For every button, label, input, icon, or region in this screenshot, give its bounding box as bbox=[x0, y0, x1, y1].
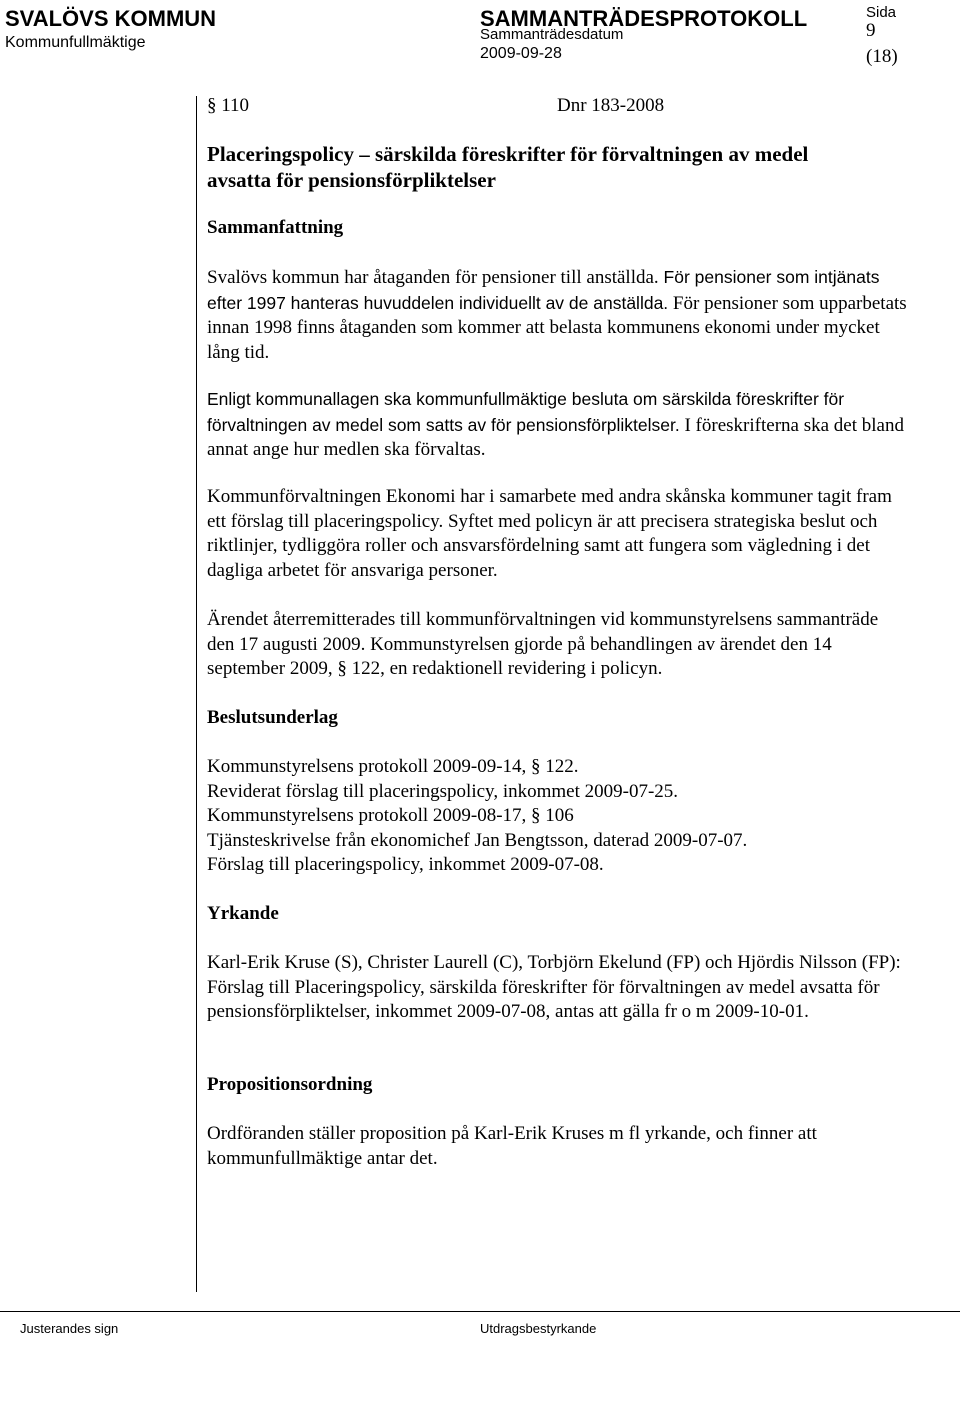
summary-paragraph-3: Kommunförvaltningen Ekonomi har i samarbete med andra skånska kommuner tagit fram ett förslag till placeringspolicy. Syftet med policyn är att precisera strategiska beslut och riktlinjer, tydliggöra roller och ansvarsfördelning samt att fungera som vägledning i det dagliga arbetet för ansvariga personer. bbox=[207, 486, 892, 581]
summary-p2-part-b: I föreskrifterna ska det bland annat ange hur medlen ska förvaltas. bbox=[207, 414, 904, 460]
summary-paragraph-4: Ärendet återremitterades till kommunförvaltningen vid kommunstyrelsens sammanträde den 17 augusti 2009. Kommunstyrelsen gjorde på behandlingen av ärendet den 14 september 2009, § 122, en redaktionell revidering i policyn. bbox=[207, 609, 879, 679]
paragraph-title-line-1: Placeringspolicy – särskilda föreskrifter för förvaltningen av medel bbox=[207, 142, 809, 166]
page-total: (18) bbox=[866, 46, 898, 67]
summary-p1-part-b: För pensioner som intjänats efter 1997 hanteras huvuddelen individuellt av de anställda. bbox=[207, 267, 880, 313]
summary-paragraph-2 bbox=[207, 387, 907, 463]
motion-heading: Yrkande bbox=[207, 903, 279, 924]
order-text: Ordföranden ställer proposition på Karl-Erik Kruses m fl yrkande, och finner att kommunfullmäktige antar det. bbox=[207, 1123, 817, 1169]
paragraph-header bbox=[207, 94, 907, 119]
summary-p1-part-c: För pensioner som upparbetats innan 1998 finns åtaganden som kommer att belasta kommunens ekonomi under mycket lång tid. bbox=[207, 292, 907, 363]
basis-item: Kommunstyrelsens protokoll 2009-09-14, § 122. bbox=[207, 756, 579, 777]
page-label: Sida bbox=[866, 4, 897, 21]
org-subtitle: Kommunfullmäktige bbox=[5, 34, 146, 51]
page-number: 9 bbox=[866, 20, 876, 41]
meeting-date-label: Sammanträdesdatum bbox=[480, 26, 624, 43]
summary-p2-part-a: Enligt kommunallagen ska kommunfullmäktige besluta om särskilda föreskrifter för förvaltningen av medel som satts av för pensionsförpliktelser. bbox=[207, 389, 845, 435]
org-name: SVALÖVS KOMMUN bbox=[5, 6, 217, 31]
summary-p1-part-a: Svalövs kommun har åtaganden för pensioner till anställda. bbox=[207, 267, 659, 288]
basis-list bbox=[207, 755, 907, 878]
diary-number: Dnr 183-2008 bbox=[557, 95, 665, 116]
document-title: SAMMANTRÄDESPROTOKOLL bbox=[480, 6, 808, 31]
basis-heading: Beslutsunderlag bbox=[207, 707, 338, 728]
signature-label: Justerandes sign bbox=[20, 1321, 119, 1336]
basis-item: Kommunstyrelsens protokoll 2009-08-17, § 106 bbox=[207, 805, 574, 826]
order-heading: Propositionsordning bbox=[207, 1074, 373, 1095]
summary-paragraph-1 bbox=[207, 265, 907, 365]
paragraph-title bbox=[207, 141, 907, 193]
footer-line bbox=[0, 1311, 960, 1312]
basis-item: Reviderat förslag till placeringspolicy, inkommet 2009-07-25. bbox=[207, 780, 679, 802]
paragraph-number: § 110 bbox=[207, 95, 250, 116]
summary-heading: Sammanfattning bbox=[207, 217, 344, 238]
paragraph-title-line-2: avsatta för pensionsförpliktelser bbox=[207, 168, 496, 192]
motion-text: Karl-Erik Kruse (S), Christer Laurell (C), Torbjörn Ekelund (FP) och Hjördis Nilsson (FP): Förslag till Placeringspolicy, särskilda föreskrifter för förvaltningen av medel avsatta för pensionsförpliktelser, inkommet 2009-07-08, antas att gälla fr o m 2009-10-01. bbox=[207, 952, 901, 1022]
basis-item: Förslag till placeringspolicy, inkommet 2009-07-08. bbox=[207, 854, 604, 875]
meeting-date: 2009-09-28 bbox=[480, 45, 562, 62]
extract-certification-label: Utdragsbestyrkande bbox=[480, 1321, 597, 1336]
basis-item: Tjänsteskrivelse från ekonomichef Jan Bengtsson, daterad 2009-07-07. bbox=[207, 829, 748, 851]
margin-line bbox=[196, 96, 197, 1292]
